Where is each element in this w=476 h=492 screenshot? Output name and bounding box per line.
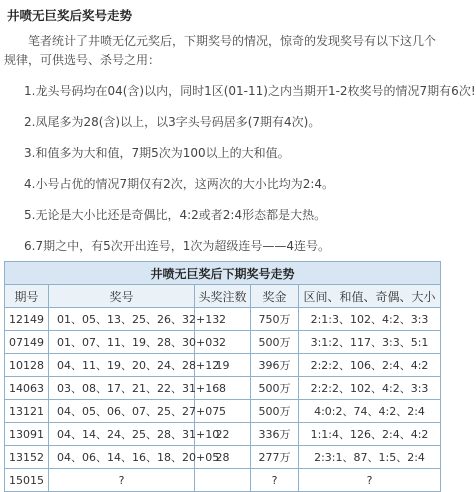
cell-jackpot-count: 2 <box>195 331 251 354</box>
trend-table <box>4 261 441 492</box>
header-jackpot-count: 头奖注数 <box>195 285 251 308</box>
cell-stats: 2:3:1、87、1:5、2:4 <box>299 446 441 469</box>
table-row <box>5 423 441 446</box>
table-header-row <box>5 285 441 308</box>
cell-stats: ? <box>299 469 441 492</box>
cell-numbers: 04、14、24、25、28、31+10 <box>49 423 195 446</box>
cell-prize: 277万 <box>251 446 299 469</box>
article-intro: 笔者统计了井喷无亿元奖后，下期奖号的情况，惊奇的发现奖号有以下这几个规律，可供选号、杀号之用： <box>4 34 437 67</box>
table-row <box>5 331 441 354</box>
cell-stats: 2:2:2、102、4:2、3:3 <box>299 377 441 400</box>
rule-5: 5.无论是大小比还是奇偶比，4:2或者2:4形态都是大热。 <box>24 208 327 222</box>
cell-issue: 14063 <box>5 377 49 400</box>
cell-jackpot-count <box>195 469 251 492</box>
cell-issue: 07149 <box>5 331 49 354</box>
rule-6: 6.7期之中，有5次开出连号，1次为超级连号——4连号。 <box>24 239 330 253</box>
cell-jackpot-count: 8 <box>195 377 251 400</box>
table-row <box>5 446 441 469</box>
cell-prize: 500万 <box>251 331 299 354</box>
cell-jackpot-count: 2 <box>195 308 251 331</box>
cell-numbers: 01、07、11、19、28、30+03 <box>49 331 195 354</box>
cell-numbers: 04、11、19、20、24、28+12 <box>49 354 195 377</box>
cell-jackpot-count: 22 <box>195 423 251 446</box>
cell-prize: ? <box>251 469 299 492</box>
cell-numbers: 03、08、17、21、22、31+16 <box>49 377 195 400</box>
cell-prize: 750万 <box>251 308 299 331</box>
cell-issue: 13091 <box>5 423 49 446</box>
header-numbers: 奖号 <box>49 285 195 308</box>
cell-numbers: 04、06、14、16、18、20+05 <box>49 446 195 469</box>
cell-numbers: 01、05、13、25、26、32+13 <box>49 308 195 331</box>
table-row <box>5 469 441 492</box>
cell-numbers: 04、05、06、07、25、27+07 <box>49 400 195 423</box>
cell-issue: 13121 <box>5 400 49 423</box>
cell-prize: 396万 <box>251 354 299 377</box>
header-prize: 奖金 <box>251 285 299 308</box>
table-row <box>5 308 441 331</box>
cell-stats: 1:1:4、126、2:4、4:2 <box>299 423 441 446</box>
cell-stats: 4:0:2、74、4:2、2:4 <box>299 400 441 423</box>
header-issue: 期号 <box>5 285 49 308</box>
table-row <box>5 377 441 400</box>
cell-stats: 2:2:2、106、2:4、4:2 <box>299 354 441 377</box>
cell-prize: 336万 <box>251 423 299 446</box>
cell-jackpot-count: 5 <box>195 400 251 423</box>
cell-numbers: ? <box>49 469 195 492</box>
cell-issue: 10128 <box>5 354 49 377</box>
cell-stats: 2:1:3、102、4:2、3:3 <box>299 308 441 331</box>
table-caption: 井喷无巨奖后下期奖号走势 <box>5 262 441 285</box>
cell-issue: 15015 <box>5 469 49 492</box>
cell-stats: 3:1:2、117、3:3、5:1 <box>299 331 441 354</box>
header-stats: 区间、和值、奇偶、大小 <box>299 285 441 308</box>
cell-jackpot-count: 28 <box>195 446 251 469</box>
table-row <box>5 400 441 423</box>
table-row <box>5 354 441 377</box>
cell-issue: 13152 <box>5 446 49 469</box>
cell-prize: 500万 <box>251 400 299 423</box>
cell-prize: 500万 <box>251 377 299 400</box>
cell-issue: 12149 <box>5 308 49 331</box>
table-caption-row <box>5 262 441 285</box>
rule-3: 3.和值多为大和值，7期5次为100以上的大和值。 <box>24 146 290 160</box>
rule-1: 1.龙头号码均在04(含)以内，同时1区(01-11)之内当期开1-2枚奖号的情况7期有6次! <box>24 84 476 98</box>
cell-jackpot-count: 19 <box>195 354 251 377</box>
article-title: 井喷无巨奖后奖号走势 <box>7 8 133 23</box>
rule-2: 2.凤尾多为28(含)以上，以3字头号码居多(7期有4次)。 <box>24 115 321 129</box>
rule-4: 4.小号占优的情况7期仅有2次，这两次的大小比均为2:4。 <box>24 177 335 191</box>
